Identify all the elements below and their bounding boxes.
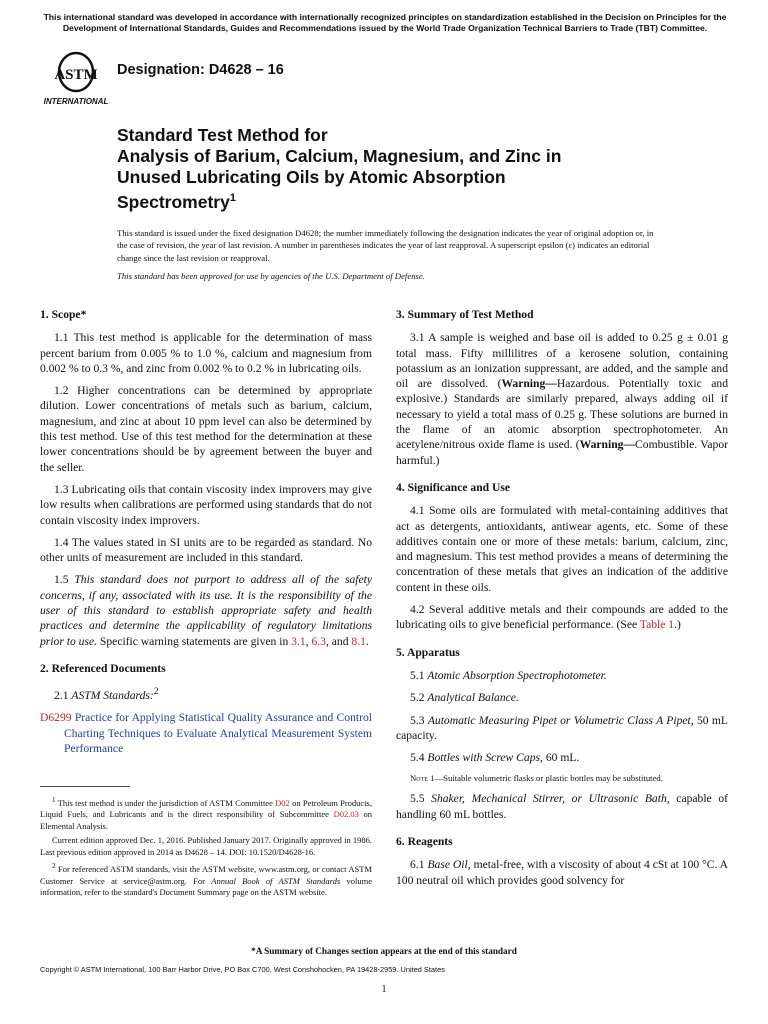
- footnote-1-text-c: on Elemental Analysis.: [40, 809, 373, 831]
- logo-org: INTERNATIONAL: [43, 97, 109, 106]
- significance-heading: 4. Significance and Use: [396, 480, 511, 494]
- issued-statement: This standard is issued under the fixed designation D4628; the number immediately following the designation indicates the year of original adoption or, in the case of revision, the year of last revision. A number in parentheses indicates the year of last reapproval. A superscript epsilon (ε) indicates an editorial change since the last revision or reapproval.: [117, 228, 654, 263]
- footnote-2-text-b: volume information, refer to the standard's Document Summary page on the ASTM website.: [40, 875, 373, 898]
- para-5-3: [396, 713, 728, 744]
- para-2-1: [40, 684, 372, 703]
- title-line-1: Standard Test Method for: [117, 125, 328, 145]
- footnote-2-italic: Annual Book of ASTM Standards: [211, 875, 341, 886]
- scope-heading: 1. Scope*: [40, 308, 87, 321]
- para-1-5-num: 1.5: [54, 573, 69, 587]
- para-3-1-a: 3.1 A sample is weighed and base oil is added to 0.25 g ± 0.01 g total mass. Fifty millilitres of a kerosene solution, containing potassium as an ionization suppressant, are added, and the sample and oil are dissolved. (: [396, 331, 728, 391]
- ref-title-d6299[interactable]: Practice for Applying Statistical Quality Assurance and Control Charting Techniques to Evaluate Analytical Measurement System Performance: [64, 711, 372, 755]
- footnote-1-edition: Current edition approved Dec. 1, 2016. Published January 2017. Originally approved in 1986. Last previous edition approved in 2014 as D4628 – 14. DOI: 10.1520/D4628-16.: [40, 835, 372, 857]
- footnote-1-text-b: on Petroleum Products, Liquid Fuels, and Lubricants and is the direct responsibility of Subcommittee: [40, 797, 372, 820]
- para-1-4: 1.4 The values stated in SI units are to be regarded as standard. No other units of measurement are included in this standard.: [40, 535, 372, 565]
- note-1-label: Note 1: [410, 773, 435, 784]
- subcommittee-link-d02-03[interactable]: D02.03: [333, 809, 359, 820]
- para-5-4: [396, 750, 728, 765]
- para-6-1-num: 6.1: [410, 858, 425, 872]
- para-5-4-num: 5.4: [410, 751, 425, 765]
- refdocs-heading: 2. Referenced Documents: [40, 661, 166, 675]
- note-1: [396, 772, 728, 784]
- footnote-mark-2: 2: [153, 686, 159, 698]
- para-5-5-text: Shaker, Mechanical Stirrer, or Ultrasonic Bath,: [431, 792, 670, 806]
- footnote-2-mark: 2: [52, 862, 56, 871]
- para-5-3-num: 5.3: [410, 713, 425, 727]
- footnote-1-mark: 1: [52, 796, 56, 804]
- designation: Designation: D4628 – 16: [117, 62, 284, 78]
- para-5-1: [396, 668, 728, 683]
- para-4-1: 4.1 Some oils are formulated with metal-containing additives that act as detergents, antioxidants, antiwear agents, etc. Some of these additives contain one or more of these metals: barium, calcium, zinc, and magnesium. This test method provides a means of determining the concentration of these metals that gives an indication of the additive content in these oils.: [396, 504, 728, 594]
- astm-logo: [42, 50, 110, 108]
- para-4-2-b: .): [674, 618, 681, 632]
- reagents-heading: 6. Reagents: [396, 835, 453, 849]
- footnote-2-text-a: For referenced ASTM standards, visit the ASTM website, www.astm.org, or contact ASTM Customer Service at service@astm.org. For: [40, 864, 373, 886]
- para-6-1-label: Base Oil,: [427, 858, 471, 872]
- apparatus-heading: 5. Apparatus: [396, 645, 460, 659]
- table-1-link[interactable]: Table 1: [639, 618, 675, 632]
- ref-link-6-3[interactable]: 6.3: [311, 634, 326, 648]
- ref-code-d6299[interactable]: D6299: [40, 711, 72, 725]
- para-3-1: [396, 330, 728, 468]
- para-1-5: [40, 572, 372, 648]
- para-5-3-tail: 50 mL capacity.: [396, 713, 728, 742]
- title-line-2: Analysis of Barium, Calcium, Magnesium, and Zinc in: [117, 146, 562, 166]
- footnote-divider: [40, 786, 130, 787]
- right-column: [396, 307, 728, 895]
- title-line-4: Spectrometry: [117, 191, 230, 212]
- ref-link-3-1[interactable]: 3.1: [291, 634, 306, 648]
- para-1-2: 1.2 Higher concentrations can be determined by appropriate dilution. Lower concentrations of metals such as barium, calcium, magnesium, and zinc at about 10 ppm level can also be determined by this test method. Use of this test method for the determination at these lower concentrations should be by agreement between the buyer and the seller.: [40, 384, 372, 474]
- summary-of-changes-notice: *A Summary of Changes section appears at the end of this standard: [251, 946, 517, 956]
- para-5-5: [396, 791, 728, 822]
- para-6-1-text: metal-free, with a viscosity of about 4 cSt at 100 °C. A 100 neutral oil which provides good solvency for: [396, 858, 729, 887]
- page-number: 1: [381, 984, 387, 995]
- para-5-1-num: 5.1: [410, 668, 425, 682]
- footnotes: [40, 795, 372, 902]
- para-1-3: 1.3 Lubricating oils that contain viscosity index improvers may give low results when calibrations are performed using standards that do not contain viscosity index improvers.: [40, 482, 372, 527]
- para-3-1-b: Hazardous. Potentially toxic and explosive.) Standards are similarly prepared, always adding oil if necessary to yield a total mass of 0.25 g. These solutions are burned in the flame of an atomic absorption spectrophotometer. An acetylene/nitrous oxide flame is used. (: [396, 377, 728, 452]
- left-column: [40, 307, 372, 763]
- para-5-2: [396, 690, 728, 705]
- intro: [117, 227, 665, 288]
- para-1-1: 1.1 This test method is applicable for the determination of mass percent barium from 0.005 % to 1.0 %, calcium and magnesium from 0.002 % to 0.3 %, and zinc from 0.002 % to 0.2 % in lubricating oils.: [40, 331, 372, 375]
- para-5-5-tail: capable of handling 60 mL bottles.: [396, 792, 728, 821]
- para-6-1: [396, 857, 728, 888]
- sep-end: .: [365, 634, 369, 648]
- para-5-2-num: 5.2: [410, 691, 425, 705]
- footnote-1: [40, 795, 372, 832]
- ref-link-8-1[interactable]: 8.1: [351, 634, 366, 648]
- warning-1: Warning—: [501, 377, 557, 391]
- para-3-1-c: Combustible. Vapor harmful.): [396, 438, 728, 467]
- warning-2: Warning—: [579, 438, 636, 452]
- para-2-1-num: 2.1: [54, 689, 69, 703]
- reference-d6299: [40, 710, 372, 756]
- approved-statement: This standard has been approved for use by agencies of the U.S. Department of Defense.: [117, 270, 425, 281]
- para-4-2: [396, 602, 728, 633]
- para-5-5-num: 5.5: [410, 792, 425, 806]
- para-5-3-text: Automatic Measuring Pipet or Volumetric Class A Pipet,: [427, 713, 694, 727]
- para-5-4-text: Bottles with Screw Caps,: [427, 751, 543, 765]
- logo-letters: ASTM: [54, 67, 98, 83]
- sep-2: , and: [325, 634, 352, 648]
- document-title: [117, 125, 637, 213]
- para-5-1-text: Atomic Absorption Spectrophotometer.: [427, 668, 607, 682]
- para-5-4-tail: 60 mL.: [545, 751, 580, 765]
- note-1-text: —Suitable volumetric flasks or plastic bottles may be substituted.: [434, 773, 663, 784]
- para-1-5-tail: Specific warning statements are given in: [99, 634, 289, 648]
- footnote-1-text-a: This test method is under the jurisdiction of ASTM Committee: [57, 797, 273, 808]
- tbt-notice: This international standard was developed in accordance with internationally recognized principles on standardization established in the Decision on Principles for the Development of International Standards, Guides and Recommendations issued by the World Trade Organization Technical Barriers to Trade (TBT) Committee.: [43, 12, 727, 33]
- para-5-2-text: Analytical Balance.: [427, 691, 519, 705]
- para-1-5-italic: This standard does not purport to address all of the safety concerns, if any, associated with its use. It is the responsibility of the user of this standard to establish appropriate safety and health practices and determine the applicability of regulatory limitations prior to use.: [40, 573, 372, 648]
- footnote-2: [40, 861, 372, 898]
- summary-heading: 3. Summary of Test Method: [396, 308, 534, 321]
- astm-standards-label: ASTM Standards:: [71, 689, 154, 703]
- committee-link-d02[interactable]: D02: [275, 797, 290, 808]
- title-footnote-mark: 1: [229, 192, 236, 204]
- title-line-3: Unused Lubricating Oils by Atomic Absorption: [117, 167, 506, 187]
- para-4-2-a: 4.2 Several additive metals and their compounds are added to the lubricating oils to give beneficial performance. (See: [396, 603, 728, 632]
- sep-1: ,: [305, 634, 312, 648]
- copyright: Copyright © ASTM International, 100 Barr Harbor Drive, PO Box C700, West Conshohocken, PA 19428-2959. United States: [40, 965, 445, 974]
